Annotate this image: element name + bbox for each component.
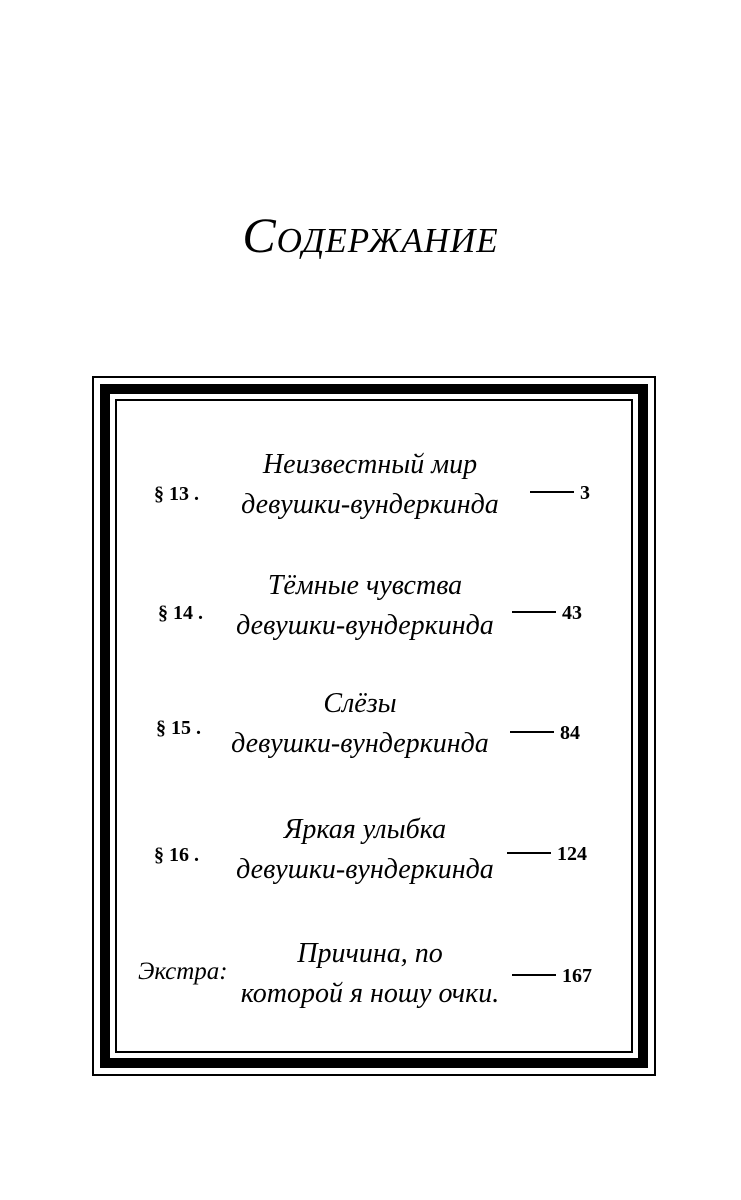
toc-entry-13 xyxy=(0,445,741,525)
entry-title xyxy=(225,566,505,646)
entry-title xyxy=(230,445,510,525)
entry-page-value: 84 xyxy=(560,722,580,744)
toc-entry-15 xyxy=(0,684,741,764)
entry-title-line2: девушки-вундеркинда xyxy=(236,854,494,885)
toc-entry-16 xyxy=(0,810,741,890)
entry-title xyxy=(230,934,510,1014)
entry-title-line1: Яркая улыбка xyxy=(283,814,447,845)
entry-number: Экстра: xyxy=(138,958,228,985)
entry-title-line2: девушки-вундеркинда xyxy=(241,489,499,520)
entry-page-value: 43 xyxy=(562,602,582,624)
entry-page-number xyxy=(510,721,580,745)
entry-title-line1: Причина, по xyxy=(297,938,443,969)
entry-page-value: 3 xyxy=(580,482,590,504)
entry-title-line1: Неизвестный мир xyxy=(262,449,478,480)
toc-entry-14 xyxy=(0,566,741,646)
leader-dash xyxy=(512,611,556,613)
entry-page-number xyxy=(530,481,590,505)
leader-dash xyxy=(530,491,574,493)
entry-page-number xyxy=(512,964,592,988)
entry-page-number xyxy=(507,842,587,866)
entry-page-number xyxy=(512,601,582,625)
entry-number: § 15 . xyxy=(156,717,201,739)
page-title: Содержание xyxy=(242,207,499,263)
leader-dash xyxy=(507,852,551,854)
entry-page-value: 167 xyxy=(562,965,592,987)
leader-dash xyxy=(510,731,554,733)
entry-number: § 16 . xyxy=(154,844,199,866)
entry-number: § 13 . xyxy=(154,483,199,505)
entry-page-value: 124 xyxy=(557,843,587,865)
leader-dash xyxy=(512,974,556,976)
entry-title-line2: которой я ношу очки. xyxy=(240,978,500,1009)
entry-title-line2: девушки-вундеркинда xyxy=(231,728,489,759)
entry-title xyxy=(225,810,505,890)
entry-title xyxy=(220,684,500,764)
entry-title-line2: девушки-вундеркинда xyxy=(236,610,494,641)
entry-number: § 14 . xyxy=(158,602,203,624)
toc-entry-extra xyxy=(0,934,741,1014)
entry-title-line1: Слёзы xyxy=(323,688,397,719)
entry-title-line1: Тёмные чувства xyxy=(267,570,463,601)
